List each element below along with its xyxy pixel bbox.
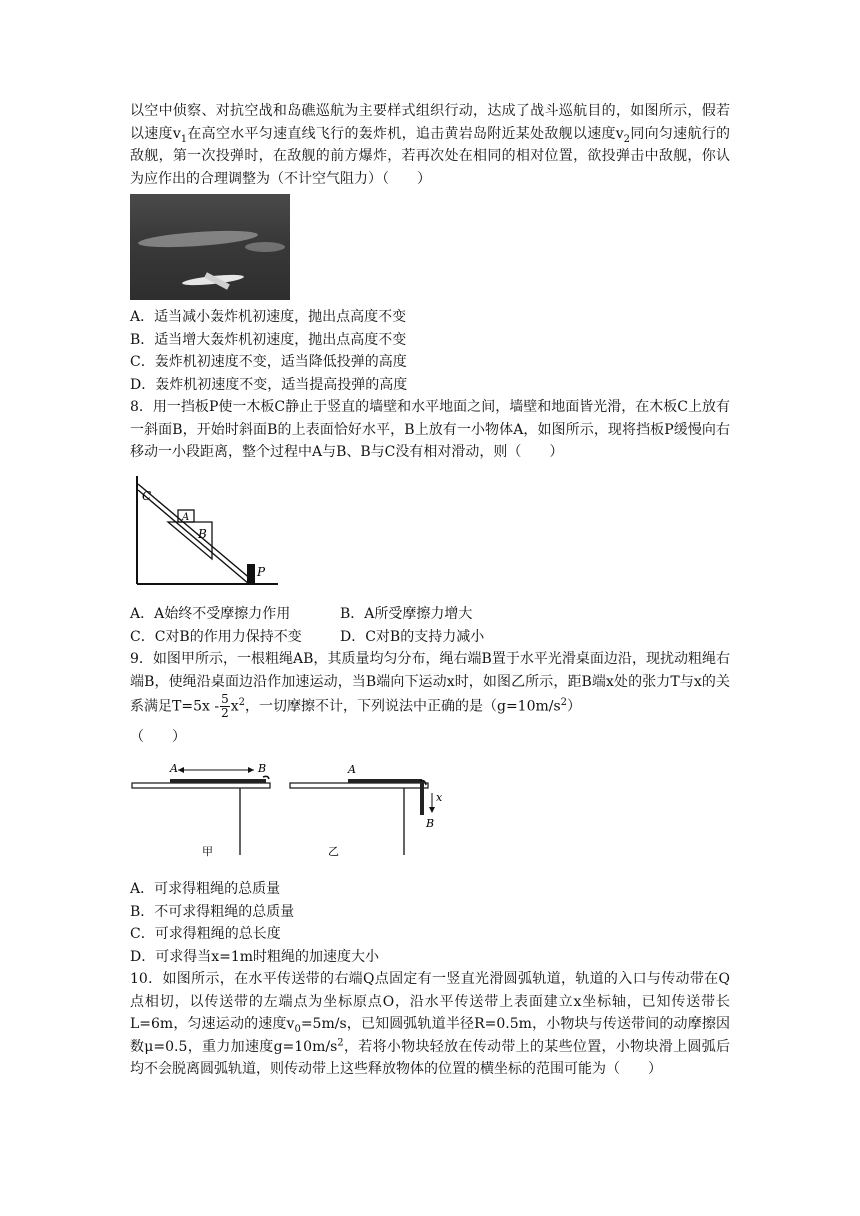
q10-stem: 10．如图所示，在水平传送带的右端Q点固定有一竖直光滑圆弧轨道，轨道的入口与传动带在Q点相切，以传送带的左端点为坐标原点O，沿水平传送带上表面建立x坐标轴，已知传送带长L=6m，匀速运动的速度$v_0=5m/s$，已知圆弧轨道半径R=0.5m，小物块与传送带间的动摩擦因数μ=0.5，重力加速度$g=10m/s^2$，若将小物块轻放在传动带上的某些位置，小物块滑上圆弧后均不会脱离圆弧轨道，则传动带上这些释放物体的位置的横坐标的范围可能为（ ） (130, 971, 731, 1077)
q8-option-a: A．A始终不受摩擦力作用 (130, 606, 291, 622)
q7-photo (130, 194, 730, 300)
rope-table-diagram (130, 755, 450, 865)
q8-option-b: B．A所受摩擦力增大 (340, 606, 473, 622)
document-page (130, 100, 730, 1081)
q8-options-row1 (130, 603, 730, 626)
label-c: C (142, 488, 152, 503)
q7-option-d: D．轰炸机初速度不变，适当提高投弹的高度 (130, 376, 408, 393)
q8-figure (130, 472, 730, 598)
q7-option-b: B．适当增大轰炸机初速度，抛出点高度不变 (130, 331, 407, 348)
q9-stem: 9．如图甲所示，一根粗绳AB，其质量均匀分布，绳右端B置于水平光滑桌面边沿，现扰动粗绳右端B，使绳沿桌面边沿作加速运动，当B端向下运动x时，如图乙所示，距B端x处的张力T与x的关系满足T=5x - $\frac{5}{2}$ $x^2$，一切摩擦不计，下列说法中正确的是$(g=10m/s^2)$ (130, 651, 730, 720)
q8-options-row2 (130, 626, 730, 649)
fig-jia-caption: 甲 (202, 844, 213, 858)
fig-yi-label-a: A (348, 762, 356, 776)
fraction-5-2: $\frac{5}{2}$ (221, 692, 229, 720)
q7-stem: 以空中侦察、对抗空战和岛礁巡航为主要样式组织行动，达成了战斗巡航目的，如图所示，假若以速度$v_1$在高空水平匀速直线飞行的轰炸机，追击黄岩岛附近某处敌舰以速度$v_2$同向匀速航行的敌舰，第一次投弹时，在敌舰的前方爆炸，若再次处在相同的相对位置，欲投弹击中敌舰，你认为应作出的合理调整为（不计空气阻力）（ ） (130, 103, 730, 187)
q9-option-b: B．不可求得粗绳的总质量 (130, 903, 295, 920)
q7-option-a: A．适当减小轰炸机初速度，抛出点高度不变 (130, 309, 407, 325)
fig-yi-label-x: x (436, 790, 443, 804)
q9-option-d: D．可求得当x=1m时粗绳的加速度大小 (130, 948, 380, 965)
q9-paren: （ ） (130, 729, 186, 745)
q9-option-c: C．可求得粗绳的总长度 (130, 926, 281, 942)
label-a: A (182, 511, 190, 523)
fig-yi-label-b: B (426, 816, 435, 830)
label-p: P (257, 564, 266, 579)
q7-option-c: C．轰炸机初速度不变，适当降低投弹的高度 (130, 354, 407, 370)
fig-jia-label-a: A (170, 761, 178, 775)
q8-option-c: C．C对B的作用力保持不变 (130, 628, 302, 645)
q9-option-a: A．可求得粗绳的总质量 (130, 881, 281, 897)
wall-board-diagram (130, 472, 280, 590)
label-b: B (198, 526, 207, 541)
fig-jia-label-b: B (258, 761, 267, 775)
q8-option-d: D．C对B的支持力减小 (340, 628, 485, 645)
q8-stem: 8．用一挡板P使一木板C静止于竖直的墙壁和水平地面之间，墙壁和地面皆光滑，在木板C上放有一斜面B，开始时斜面B的上表面恰好水平，B上放有一小物体A，如图所示，现将挡板P缓慢向右移动一小段距离，整个过程中A与B、B与C没有相对滑动，则（ ） (130, 399, 730, 460)
q9-figure (130, 755, 730, 873)
fig-yi-caption: 乙 (328, 844, 339, 858)
